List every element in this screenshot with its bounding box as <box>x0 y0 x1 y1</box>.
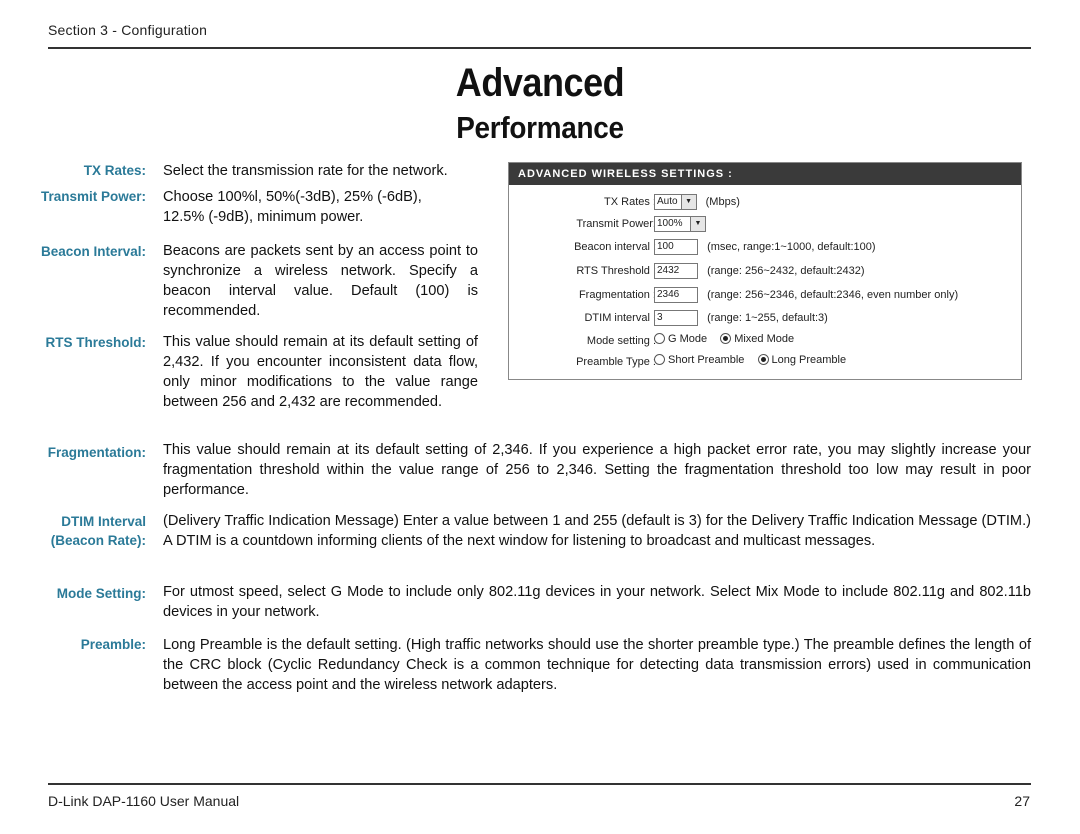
beacon-interval-label: Beacon interval : <box>574 241 656 253</box>
desc-mode-setting: For utmost speed, select G Mode to include only 802.11g devices in your network. Select Mix Mode to include 802.11g and 802.11b devices in your network. <box>163 584 1031 620</box>
tx-rates-label: TX Rates : <box>604 196 656 208</box>
row-mode-setting <box>509 332 1021 352</box>
panel-title: ADVANCED WIRELESS SETTINGS : <box>509 163 1021 185</box>
radio-short-preamble[interactable] <box>654 354 665 365</box>
row-rts-threshold <box>509 262 1021 282</box>
section-header: Section 3 - Configuration <box>48 22 208 38</box>
footer-manual-title: D-Link DAP-1160 User Manual <box>48 793 240 809</box>
preamble-long-option[interactable] <box>758 354 847 366</box>
rts-threshold-hint: (range: 256~2432, default:2432) <box>707 265 865 277</box>
label-beacon-interval: Beacon Interval: <box>40 244 146 259</box>
tx-rates-select[interactable] <box>654 194 697 210</box>
label-fragmentation: Fragmentation: <box>47 445 146 460</box>
mode-setting-label: Mode setting : <box>586 335 656 347</box>
advanced-wireless-settings-panel <box>508 162 1022 380</box>
preamble-type-label: Preamble Type : <box>576 356 656 368</box>
row-transmit-power <box>509 215 1021 235</box>
desc-preamble: Long Preamble is the default setting. (High traffic networks should use the shorter preamble type.) The preamble defines the length of the CRC block (Cyclic Redundancy Check is a common technique for detecting data transmission errors) used in communication between the access point and the wireless network adapters. <box>163 637 1031 693</box>
label-dtim-interval: DTIM Interval <box>61 514 146 529</box>
tx-rates-unit: (Mbps) <box>705 196 740 208</box>
short-preamble-label: Short Preamble <box>668 354 745 367</box>
mixed-mode-label: Mixed Mode <box>734 333 795 346</box>
row-dtim-interval <box>509 309 1021 329</box>
chevron-down-icon: ▼ <box>690 217 705 231</box>
label-mode-setting: Mode Setting: <box>56 586 146 601</box>
rts-threshold-input[interactable]: 2432 <box>654 263 698 279</box>
row-preamble-type <box>509 353 1021 373</box>
long-preamble-label: Long Preamble <box>771 354 847 367</box>
desc-beacon-interval: Beacons are packets sent by an access point to synchronize a wireless network. Specify a beacon interval value. Default (100) is recommended. <box>163 243 478 319</box>
desc-transmit-power: Choose 100%l, 50%(-3dB), 25% (-6dB), 12.5% (-9dB), minimum power. <box>163 189 422 225</box>
beacon-interval-input[interactable]: 100 <box>654 239 698 255</box>
transmit-power-label: Transmit Power: <box>576 218 656 230</box>
page-title: Advanced <box>455 61 625 105</box>
dtim-interval-hint: (range: 1~255, default:3) <box>707 312 828 324</box>
label-rts-threshold: RTS Threshold: <box>45 335 146 350</box>
page-number: 27 <box>1014 793 1030 809</box>
desc-dtim: (Delivery Traffic Indication Message) Enter a value between 1 and 255 (default is 3) for the Delivery Traffic Indication Message (DTIM.) A DTIM is a countdown informing clients of the next window for listening to broadcast and multicast messages. <box>163 513 1031 549</box>
mode-mixed-option[interactable] <box>720 333 794 345</box>
page-subtitle: Performance <box>456 110 624 145</box>
desc-fragmentation: This value should remain at its default setting of 2,346. If you experience a high packet error rate, you may slightly increase your fragmentation threshold within the value range of 256 to 2,346. Setting the fragmentation threshold too low may result in poor performance. <box>163 442 1031 498</box>
transmit-power-value: 100% <box>657 218 683 229</box>
footer-divider <box>48 783 1031 785</box>
mode-g-option[interactable] <box>654 333 707 345</box>
dtim-interval-label: DTIM interval : <box>584 312 656 324</box>
row-beacon-interval <box>509 238 1021 258</box>
g-mode-label: G Mode <box>668 333 708 346</box>
fragmentation-input[interactable]: 2346 <box>654 287 698 303</box>
label-beacon-rate: (Beacon Rate): <box>50 533 146 548</box>
rts-threshold-label: RTS Threshold : <box>576 265 656 277</box>
label-tx-rates: TX Rates: <box>83 163 146 178</box>
fragmentation-label: Fragmentation : <box>578 289 656 301</box>
fragmentation-hint: (range: 256~2346, default:2346, even number only) <box>707 289 959 301</box>
label-transmit-power: Transmit Power: <box>40 189 146 204</box>
radio-long-preamble[interactable] <box>758 354 769 365</box>
desc-rts-threshold: This value should remain at its default setting of 2,432. If you encounter inconsistent data flow, only minor modifications to the value range between 256 and 2,432 are recommended. <box>163 334 478 410</box>
radio-g-mode[interactable] <box>654 333 665 344</box>
row-tx-rates <box>509 193 1021 213</box>
beacon-interval-hint: (msec, range:1~1000, default:100) <box>707 241 876 253</box>
row-fragmentation <box>509 286 1021 306</box>
preamble-short-option[interactable] <box>654 354 744 366</box>
chevron-down-icon: ▼ <box>681 195 696 209</box>
radio-mixed-mode[interactable] <box>720 333 731 344</box>
dtim-interval-input[interactable]: 3 <box>654 310 698 326</box>
label-preamble: Preamble: <box>80 637 146 652</box>
desc-tx-rates: Select the transmission rate for the network. <box>163 163 448 179</box>
transmit-power-select[interactable] <box>654 216 706 232</box>
tx-rates-value: Auto <box>657 196 678 207</box>
header-divider <box>48 47 1031 49</box>
